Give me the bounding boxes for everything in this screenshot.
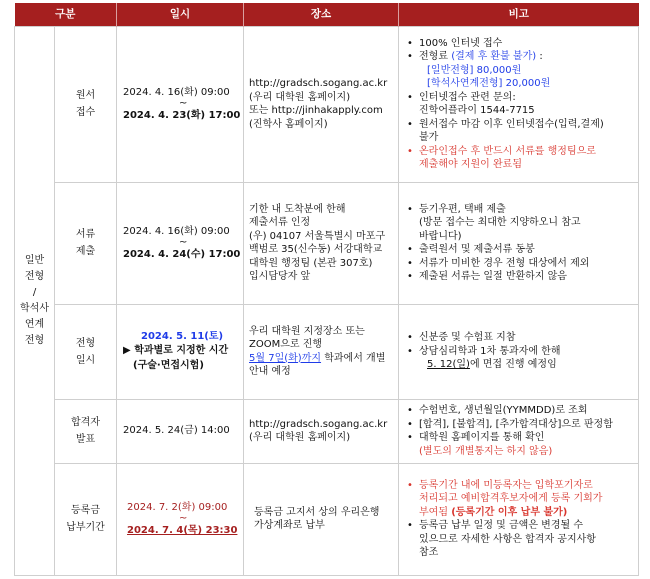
group-label-line: 전형 — [24, 270, 45, 282]
place-line: 기한 내 도착분에 한해 — [249, 203, 346, 215]
place-line: 입시담당자 앞 — [249, 271, 311, 282]
remarks-fee — [399, 463, 639, 575]
arrow-icon: ▶ — [123, 345, 131, 357]
remark-text: (방문 접수는 최대한 지양하오니 참고 — [419, 217, 581, 228]
remark-item — [419, 345, 636, 372]
remark-text-red: (별도의 개별통지는 하지 않음) — [419, 445, 553, 457]
remark-text: 참조 — [419, 547, 439, 558]
place-application — [244, 26, 399, 182]
remark-item — [419, 404, 636, 418]
place-line: 등록금 고지서 상의 우리은행 — [254, 506, 380, 518]
remark-text-red: 처리되고 예비합격후보자에게 등록 기회가 — [419, 493, 603, 504]
remark-item — [419, 91, 636, 118]
date-documents — [117, 182, 244, 304]
category-documents — [55, 182, 117, 304]
place-result — [244, 399, 399, 463]
place-documents — [244, 182, 399, 304]
header-category: 구분 — [15, 3, 117, 26]
place-line: 학과에서 개별 — [321, 352, 386, 364]
remark-text: : — [536, 51, 543, 62]
category-fee — [55, 463, 117, 575]
row-result — [15, 399, 639, 463]
remark-item — [419, 519, 636, 560]
place-fee — [244, 463, 399, 575]
tilde: ~ — [179, 98, 188, 109]
remark-text: 신분증 및 수험표 지참 — [419, 332, 516, 344]
exam-type: (구술·면접시험) — [133, 359, 204, 371]
date-fee — [117, 463, 244, 575]
remark-item — [419, 418, 636, 432]
exam-date: 2024. 5. 11(토) — [141, 330, 224, 342]
remark-text: 불가 — [419, 132, 439, 143]
place-line: (진학사 홈페이지) — [249, 118, 328, 130]
group-label-line: 일반 — [24, 254, 45, 266]
row-application — [15, 26, 639, 182]
place-line: http://gradsch.sogang.ac.kr — [249, 78, 388, 89]
start-date: 2024. 4. 16(화) 09:00 — [123, 225, 230, 237]
remark-text: 원서접수 마감 이후 인터넷접수(입력,결제) — [419, 118, 604, 130]
place-line: 안내 예정 — [249, 366, 291, 377]
end-date: 2024. 7. 4(목) 23:30 — [127, 525, 238, 536]
place-line: 대학원 행정팀 (본관 307호) — [249, 257, 373, 269]
group-label-line: 연계 — [24, 318, 45, 330]
place-line: 우리 대학원 지정장소 또는 — [249, 325, 365, 337]
remark-text-red: 부여됨 — [419, 506, 452, 518]
start-date: 2024. 4. 16(화) 09:00 — [123, 86, 230, 98]
exam-time: 학과별로 지정한 시간 — [134, 345, 229, 357]
remarks-exam — [399, 304, 639, 399]
remark-text-red-bold: (등록기간 이후 납부 불가) — [451, 506, 568, 518]
interview-date: 5. 12(일) — [427, 359, 470, 371]
category-label: 납부기간 — [66, 522, 105, 533]
category-result — [55, 399, 117, 463]
category-label: 서류 — [75, 229, 96, 240]
place-line: ZOOM으로 진행 — [249, 339, 323, 350]
group-label-line: / — [32, 286, 37, 298]
remarks-documents — [399, 182, 639, 304]
date-application — [117, 26, 244, 182]
header-place: 장소 — [244, 3, 399, 26]
remark-item — [419, 431, 636, 458]
category-application — [55, 26, 117, 182]
place-line: http://gradsch.sogang.ac.kr — [249, 418, 388, 430]
place-line: (우리 대학원 홈페이지) — [249, 91, 351, 103]
row-documents — [15, 182, 639, 304]
date-exam — [117, 304, 244, 399]
remark-text: 전형료 — [419, 51, 452, 62]
remark-text: 제출된 서류는 일절 반환하지 않음 — [419, 271, 567, 282]
place-line: (우) 04107 서울특별시 마포구 — [249, 230, 386, 242]
place-line: 제출서류 인정 — [249, 217, 311, 228]
remark-item — [419, 243, 636, 257]
header-remarks: 비고 — [399, 3, 639, 26]
category-label: 일시 — [75, 354, 96, 366]
remark-item — [419, 331, 636, 345]
remark-item-red — [419, 145, 636, 172]
category-label: 전형 — [75, 337, 96, 349]
remark-item — [419, 50, 636, 91]
group-label-line: 학석사 — [20, 302, 49, 314]
remark-item-red — [419, 479, 636, 520]
remark-text: 진학어플라이 1544-7715 — [419, 105, 535, 116]
remarks-application — [399, 26, 639, 182]
group-label-line: 전형 — [24, 334, 45, 346]
header-datetime: 일시 — [117, 3, 244, 26]
place-exam — [244, 304, 399, 399]
remark-item — [419, 270, 636, 284]
category-exam — [55, 304, 117, 399]
place-line: 백범로 35(신수동) 서강대학교 — [249, 244, 383, 255]
remark-text-red: 등록기간 내에 미등록자는 입학포기자로 — [419, 479, 593, 491]
remark-text: 100% 인터넷 접수 — [419, 37, 503, 49]
date-result — [117, 399, 244, 463]
row-fee — [15, 463, 639, 575]
end-date: 2024. 4. 23(화) 17:00 — [123, 110, 241, 121]
place-line: (우리 대학원 홈페이지) — [249, 432, 351, 443]
tilde: ~ — [179, 237, 188, 248]
remark-text-blue: [일반전형] 80,000원 — [427, 64, 522, 76]
result-date: 2024. 5. 24(금) 14:00 — [123, 425, 230, 437]
remark-text: 있으므로 자세한 사항은 합격자 공지사항 — [419, 533, 596, 545]
end-date: 2024. 4. 24(수) 17:00 — [123, 249, 241, 260]
place-line: 또는 http://jinhakapply.com — [249, 105, 383, 116]
schedule-table — [14, 3, 639, 576]
group-cell — [15, 26, 55, 575]
remark-text: 에 면접 진행 예정임 — [469, 359, 557, 371]
remark-text: 서류가 미비한 경우 전형 대상에서 제외 — [419, 257, 590, 269]
remark-text: 출력원서 및 제출서류 동봉 — [419, 244, 535, 255]
header-row — [15, 3, 639, 26]
notice-date: 5월 7일(화)까지 — [249, 352, 322, 364]
place-line: 가상계좌로 납부 — [254, 520, 325, 531]
remark-text: 수험번호, 생년월일(YYMMDD)로 조회 — [419, 405, 588, 416]
row-exam — [15, 304, 639, 399]
remark-text: 인터넷접수 관련 문의: — [419, 91, 516, 103]
category-label: 등록금 — [71, 505, 100, 516]
remark-text-red: 제출해야 지원이 완료됨 — [419, 159, 522, 170]
remark-item — [419, 203, 636, 244]
remark-text: 상담심리학과 1차 통과자에 한해 — [419, 345, 561, 357]
remark-text: [합격], [불합격], [추가합격대상]으로 판정함 — [419, 418, 613, 430]
category-label: 합격자 — [71, 417, 100, 428]
remark-text-red: 온라인접수 후 반드시 서류를 행정팀으로 — [419, 145, 596, 157]
remarks-result — [399, 399, 639, 463]
remark-text: 등록금 납부 일정 및 금액은 변경될 수 — [419, 520, 583, 531]
category-label: 제출 — [75, 246, 96, 257]
tilde: ~ — [179, 513, 188, 524]
remark-item — [419, 118, 636, 145]
remark-text: 바랍니다) — [419, 230, 462, 242]
category-label: 발표 — [75, 434, 96, 445]
remark-text: 대학원 홈페이지를 통해 확인 — [419, 432, 545, 443]
remark-text: 등기우편, 택배 제출 — [419, 203, 506, 215]
remark-text-blue: [학석사연계전형] 20,000원 — [427, 78, 551, 89]
category-label: 원서 — [75, 90, 96, 101]
remark-item — [419, 257, 636, 271]
remark-text-blue: (결제 후 환불 불가) — [451, 51, 537, 62]
start-date: 2024. 7. 2(화) 09:00 — [127, 501, 228, 513]
remark-item — [419, 37, 636, 51]
category-label: 접수 — [75, 107, 96, 118]
